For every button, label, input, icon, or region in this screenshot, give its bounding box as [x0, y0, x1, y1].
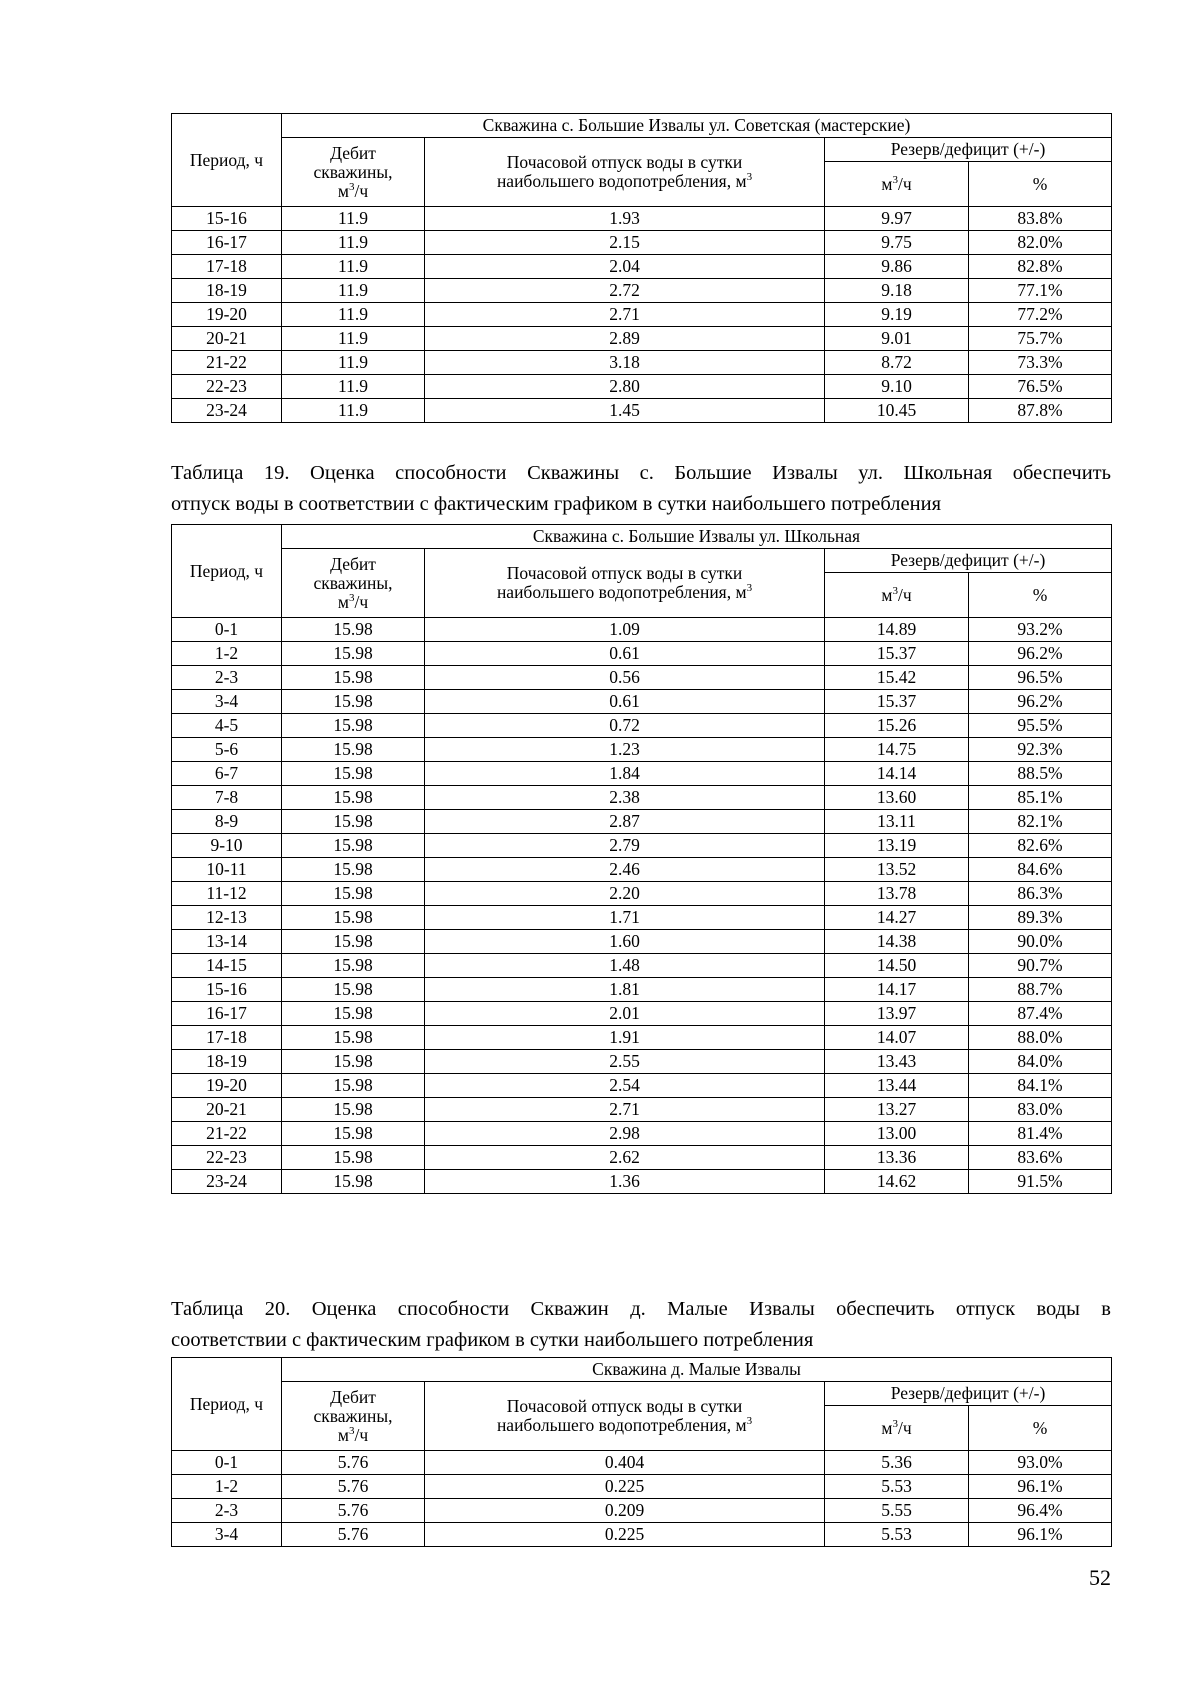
table-cell: 2.15	[425, 231, 825, 255]
table-cell: 0-1	[172, 618, 282, 642]
table-cell: 19-20	[172, 303, 282, 327]
table-cell: 2.72	[425, 279, 825, 303]
reserve-header: Резерв/дефицит (+/-)	[825, 138, 1112, 162]
table-cell: 5.53	[825, 1523, 969, 1547]
table-cell: 2.71	[425, 1098, 825, 1122]
table-cell: 82.6%	[969, 834, 1112, 858]
table-cell: 0.209	[425, 1499, 825, 1523]
percent-header: %	[969, 573, 1112, 618]
t: Почасовой отпуск воды в сутки	[506, 152, 743, 172]
header-row	[172, 549, 1112, 573]
table-cell: 23-24	[172, 1170, 282, 1194]
table-cell: 83.0%	[969, 1098, 1112, 1122]
table-row	[172, 1050, 1112, 1074]
table-cell: 1-2	[172, 1475, 282, 1499]
table-cell: 0.72	[425, 714, 825, 738]
table-cell: 7-8	[172, 786, 282, 810]
table-cell: 96.1%	[969, 1523, 1112, 1547]
table-cell: 1.84	[425, 762, 825, 786]
table-cell: 21-22	[172, 351, 282, 375]
table-cell: 0-1	[172, 1451, 282, 1475]
t: 3	[892, 584, 898, 597]
t: м	[881, 173, 893, 194]
table-cell: 9.86	[825, 255, 969, 279]
t: Почасовой отпуск воды в сутки	[506, 1396, 743, 1416]
table-cell: 88.5%	[969, 762, 1112, 786]
table-cell: 11.9	[282, 351, 425, 375]
header-row	[172, 138, 1112, 162]
table-row	[172, 690, 1112, 714]
reserve-header: Резерв/дефицит (+/-)	[825, 549, 1112, 573]
t: /ч	[897, 173, 912, 194]
t: 3	[892, 1417, 898, 1430]
table-cell: 1.60	[425, 930, 825, 954]
table-cell: 8.72	[825, 351, 969, 375]
table-cell: 3-4	[172, 690, 282, 714]
table-cell: 15.98	[282, 906, 425, 930]
table-cell: 0.61	[425, 642, 825, 666]
table-cell: 15.98	[282, 858, 425, 882]
debit-header	[282, 549, 425, 618]
hourly-header	[425, 549, 825, 618]
table-cell: 21-22	[172, 1122, 282, 1146]
table-cell: 2.79	[425, 834, 825, 858]
table-row	[172, 1122, 1112, 1146]
table-cell: 15.98	[282, 714, 425, 738]
table-cell: 9.97	[825, 207, 969, 231]
t: м	[881, 1417, 893, 1438]
table-row	[172, 618, 1112, 642]
table-row	[172, 738, 1112, 762]
table-cell: 14.89	[825, 618, 969, 642]
table-cell: 86.3%	[969, 882, 1112, 906]
table-cell: 15.98	[282, 834, 425, 858]
table-cell: 8-9	[172, 810, 282, 834]
t: Дебит	[330, 553, 376, 574]
t: Дебит	[330, 142, 376, 163]
table-cell: 2.38	[425, 786, 825, 810]
percent-header: %	[969, 162, 1112, 207]
table-cell: 1.71	[425, 906, 825, 930]
t: наибольшего водопотребления, м	[496, 171, 747, 191]
table-cell: 1.48	[425, 954, 825, 978]
table-cell: 9.75	[825, 231, 969, 255]
table-row	[172, 1074, 1112, 1098]
table-row	[172, 1475, 1112, 1499]
table-cell: 20-21	[172, 327, 282, 351]
table-cell: 20-21	[172, 1098, 282, 1122]
table-cell: 83.6%	[969, 1146, 1112, 1170]
table-cell: 11.9	[282, 303, 425, 327]
table-cell: 15.98	[282, 1002, 425, 1026]
table-cell: 5.76	[282, 1451, 425, 1475]
table-cell: 2-3	[172, 1499, 282, 1523]
table-cell: 14-15	[172, 954, 282, 978]
debit-header	[282, 138, 425, 207]
table-cell: 96.2%	[969, 642, 1112, 666]
table-row	[172, 1098, 1112, 1122]
table-cell: 1.91	[425, 1026, 825, 1050]
t: /ч	[897, 584, 912, 605]
table-cell: 87.8%	[969, 399, 1112, 423]
caption-line: отпуск воды в соответствии с фактическим графиком в сутки наибольшего потребления	[171, 493, 942, 515]
table-row	[172, 279, 1112, 303]
table-cell: 11.9	[282, 207, 425, 231]
table-cell: 2.71	[425, 303, 825, 327]
table-cell: 93.2%	[969, 618, 1112, 642]
table-cell: 88.0%	[969, 1026, 1112, 1050]
table-cell: 23-24	[172, 399, 282, 423]
well-name: Скважина д. Малые Извалы	[282, 1358, 1112, 1382]
table-cell: 18-19	[172, 1050, 282, 1074]
table-cell: 1.36	[425, 1170, 825, 1194]
table-cell: 13.11	[825, 810, 969, 834]
table-cell: 15.98	[282, 1146, 425, 1170]
table-cell: 13.19	[825, 834, 969, 858]
table-cell: 11.9	[282, 327, 425, 351]
table-cell: 3.18	[425, 351, 825, 375]
table-cell: 2.80	[425, 375, 825, 399]
header-row	[172, 1358, 1112, 1382]
table-cell: 84.6%	[969, 858, 1112, 882]
table-cell: 15.42	[825, 666, 969, 690]
unit-header	[825, 1406, 969, 1451]
caption-line: соответствии с фактическим графиком в сутки наибольшего потребления	[171, 1329, 814, 1351]
table-cell: 11.9	[282, 399, 425, 423]
well-table-0	[171, 113, 1112, 423]
table-cell: 22-23	[172, 1146, 282, 1170]
table-cell: 96.2%	[969, 690, 1112, 714]
t: м	[337, 180, 349, 201]
table-cell: 84.1%	[969, 1074, 1112, 1098]
table-cell: 96.4%	[969, 1499, 1112, 1523]
table-cell: 15.98	[282, 642, 425, 666]
table-row	[172, 954, 1112, 978]
table-cell: 1-2	[172, 642, 282, 666]
table-cell: 96.5%	[969, 666, 1112, 690]
table-cell: 10.45	[825, 399, 969, 423]
period-header: Период, ч	[172, 114, 282, 207]
table-row	[172, 858, 1112, 882]
table-cell: 17-18	[172, 255, 282, 279]
table-cell: 77.2%	[969, 303, 1112, 327]
table-cell: 2.54	[425, 1074, 825, 1098]
table-cell: 15.98	[282, 1074, 425, 1098]
t: 3	[348, 591, 355, 604]
table-cell: 2.01	[425, 1002, 825, 1026]
table-cell: 81.4%	[969, 1122, 1112, 1146]
t: скважины,	[313, 1405, 393, 1426]
table-cell: 2.55	[425, 1050, 825, 1074]
table-cell: 15.98	[282, 978, 425, 1002]
table-cell: 82.8%	[969, 255, 1112, 279]
t: 3	[348, 180, 355, 193]
table-cell: 0.225	[425, 1523, 825, 1547]
table-cell: 14.17	[825, 978, 969, 1002]
table-cell: 11.9	[282, 255, 425, 279]
table-row	[172, 231, 1112, 255]
table-row	[172, 666, 1112, 690]
table-row	[172, 1026, 1112, 1050]
table-cell: 19-20	[172, 1074, 282, 1098]
table-row	[172, 714, 1112, 738]
table-cell: 0.56	[425, 666, 825, 690]
table-cell: 15.37	[825, 642, 969, 666]
header-row	[172, 1382, 1112, 1406]
table-row	[172, 327, 1112, 351]
table-cell: 82.1%	[969, 810, 1112, 834]
table-cell: 13.36	[825, 1146, 969, 1170]
table-row	[172, 1170, 1112, 1194]
table-cell: 91.5%	[969, 1170, 1112, 1194]
table-row	[172, 375, 1112, 399]
table-cell: 0.404	[425, 1451, 825, 1475]
table-cell: 5.76	[282, 1475, 425, 1499]
table-cell: 12-13	[172, 906, 282, 930]
t: /ч	[354, 1424, 369, 1445]
table-cell: 15.98	[282, 930, 425, 954]
table-cell: 11.9	[282, 279, 425, 303]
table-row	[172, 930, 1112, 954]
period-header: Период, ч	[172, 1358, 282, 1451]
table-cell: 15-16	[172, 207, 282, 231]
unit-header	[825, 573, 969, 618]
table-cell: 13.52	[825, 858, 969, 882]
table-cell: 15-16	[172, 978, 282, 1002]
t: /ч	[354, 180, 369, 201]
table-row	[172, 834, 1112, 858]
table-cell: 13.27	[825, 1098, 969, 1122]
table-cell: 90.7%	[969, 954, 1112, 978]
table-cell: 1.23	[425, 738, 825, 762]
table-cell: 6-7	[172, 762, 282, 786]
table-cell: 14.07	[825, 1026, 969, 1050]
table-cell: 76.5%	[969, 375, 1112, 399]
table-cell: 15.98	[282, 1026, 425, 1050]
table-cell: 9.19	[825, 303, 969, 327]
table-cell: 1.81	[425, 978, 825, 1002]
table-cell: 75.7%	[969, 327, 1112, 351]
table-cell: 15.98	[282, 954, 425, 978]
table-cell: 11.9	[282, 231, 425, 255]
table-cell: 96.1%	[969, 1475, 1112, 1499]
table-cell: 88.7%	[969, 978, 1112, 1002]
table-cell: 2.62	[425, 1146, 825, 1170]
well-table-2	[171, 1357, 1112, 1547]
table-cell: 15.98	[282, 1170, 425, 1194]
table-cell: 22-23	[172, 375, 282, 399]
table-cell: 9-10	[172, 834, 282, 858]
reserve-header: Резерв/дефицит (+/-)	[825, 1382, 1112, 1406]
t: наибольшего водопотребления, м	[496, 1415, 747, 1435]
table-cell: 15.98	[282, 1098, 425, 1122]
table-cell: 0.61	[425, 690, 825, 714]
table-cell: 93.0%	[969, 1451, 1112, 1475]
caption-table-19	[171, 458, 1111, 520]
table-cell: 83.8%	[969, 207, 1112, 231]
table-row	[172, 882, 1112, 906]
t: Почасовой отпуск воды в сутки	[506, 563, 743, 583]
table-cell: 13.60	[825, 786, 969, 810]
table-cell: 15.98	[282, 810, 425, 834]
hourly-header	[425, 138, 825, 207]
t: м	[337, 1424, 349, 1445]
table-row	[172, 1499, 1112, 1523]
t: 3	[746, 1415, 753, 1428]
t: скважины,	[313, 161, 393, 182]
hourly-header	[425, 1382, 825, 1451]
table-cell: 2-3	[172, 666, 282, 690]
table-cell: 77.1%	[969, 279, 1112, 303]
table-cell: 2.87	[425, 810, 825, 834]
table-cell: 17-18	[172, 1026, 282, 1050]
table-cell: 11.9	[282, 375, 425, 399]
well-table-1	[171, 524, 1112, 1194]
caption-line: Таблица 20. Оценка способности Скважин д. Малые Извалы обеспечить отпуск воды в	[171, 1298, 1111, 1320]
table-cell: 2.20	[425, 882, 825, 906]
t: м	[337, 591, 349, 612]
table-cell: 13-14	[172, 930, 282, 954]
table-cell: 14.50	[825, 954, 969, 978]
table-row	[172, 207, 1112, 231]
table-cell: 15.26	[825, 714, 969, 738]
table-row	[172, 1146, 1112, 1170]
t: скважины,	[313, 572, 393, 593]
t: 3	[892, 173, 898, 186]
table-cell: 13.43	[825, 1050, 969, 1074]
table-cell: 15.98	[282, 738, 425, 762]
table-cell: 13.44	[825, 1074, 969, 1098]
table-cell: 2.98	[425, 1122, 825, 1146]
table-cell: 13.78	[825, 882, 969, 906]
table-cell: 9.18	[825, 279, 969, 303]
debit-header	[282, 1382, 425, 1451]
table-cell: 14.14	[825, 762, 969, 786]
table-cell: 92.3%	[969, 738, 1112, 762]
table-cell: 3-4	[172, 1523, 282, 1547]
table-cell: 9.10	[825, 375, 969, 399]
well-name: Скважина с. Большие Извалы ул. Школьная	[282, 525, 1112, 549]
table-cell: 5.53	[825, 1475, 969, 1499]
table-row	[172, 351, 1112, 375]
table-cell: 82.0%	[969, 231, 1112, 255]
table-cell: 15.98	[282, 762, 425, 786]
table-row	[172, 303, 1112, 327]
table-cell: 95.5%	[969, 714, 1112, 738]
table-cell: 1.93	[425, 207, 825, 231]
table-cell: 15.98	[282, 1050, 425, 1074]
table-cell: 13.97	[825, 1002, 969, 1026]
table-row	[172, 1002, 1112, 1026]
t: /ч	[897, 1417, 912, 1438]
table-cell: 4-5	[172, 714, 282, 738]
table-cell: 5.76	[282, 1499, 425, 1523]
table-row	[172, 399, 1112, 423]
table-cell: 14.38	[825, 930, 969, 954]
caption-line: Таблица 19. Оценка способности Скважины с. Большие Извалы ул. Школьная обеспечить	[171, 462, 1111, 484]
table-row	[172, 255, 1112, 279]
table-row	[172, 1523, 1112, 1547]
t: /ч	[354, 591, 369, 612]
caption-table-20	[171, 1294, 1111, 1356]
table-cell: 14.62	[825, 1170, 969, 1194]
header-row	[172, 114, 1112, 138]
percent-header: %	[969, 1406, 1112, 1451]
table-cell: 14.75	[825, 738, 969, 762]
table-cell: 90.0%	[969, 930, 1112, 954]
table-cell: 87.4%	[969, 1002, 1112, 1026]
table-row	[172, 978, 1112, 1002]
table-row	[172, 762, 1112, 786]
table-cell: 10-11	[172, 858, 282, 882]
table-cell: 5.76	[282, 1523, 425, 1547]
table-row	[172, 642, 1112, 666]
table-cell: 73.3%	[969, 351, 1112, 375]
table-cell: 15.98	[282, 618, 425, 642]
table-cell: 5.55	[825, 1499, 969, 1523]
table-cell: 15.98	[282, 882, 425, 906]
table-cell: 89.3%	[969, 906, 1112, 930]
well-name: Скважина с. Большие Извалы ул. Советская (мастерские)	[282, 114, 1112, 138]
unit-header	[825, 162, 969, 207]
table-cell: 15.37	[825, 690, 969, 714]
period-header: Период, ч	[172, 525, 282, 618]
page-number: 52	[1089, 1565, 1111, 1590]
table-cell: 14.27	[825, 906, 969, 930]
t: 3	[746, 171, 753, 184]
table-cell: 13.00	[825, 1122, 969, 1146]
table-cell: 15.98	[282, 690, 425, 714]
table-cell: 84.0%	[969, 1050, 1112, 1074]
table-row	[172, 810, 1112, 834]
table-row	[172, 1451, 1112, 1475]
table-cell: 1.09	[425, 618, 825, 642]
table-cell: 5-6	[172, 738, 282, 762]
table-cell: 15.98	[282, 786, 425, 810]
table-cell: 85.1%	[969, 786, 1112, 810]
table-cell: 2.04	[425, 255, 825, 279]
table-cell: 1.45	[425, 399, 825, 423]
t: Дебит	[330, 1386, 376, 1407]
t: 3	[746, 582, 753, 595]
t: 3	[348, 1424, 355, 1437]
table-cell: 15.98	[282, 666, 425, 690]
t: м	[881, 584, 893, 605]
table-cell: 0.225	[425, 1475, 825, 1499]
table-cell: 15.98	[282, 1122, 425, 1146]
table-row	[172, 786, 1112, 810]
table-cell: 16-17	[172, 231, 282, 255]
table-cell: 5.36	[825, 1451, 969, 1475]
table-cell: 2.89	[425, 327, 825, 351]
table-cell: 16-17	[172, 1002, 282, 1026]
table-cell: 2.46	[425, 858, 825, 882]
t: наибольшего водопотребления, м	[496, 582, 747, 602]
table-cell: 9.01	[825, 327, 969, 351]
table-cell: 18-19	[172, 279, 282, 303]
table-row	[172, 906, 1112, 930]
header-row	[172, 525, 1112, 549]
table-cell: 11-12	[172, 882, 282, 906]
